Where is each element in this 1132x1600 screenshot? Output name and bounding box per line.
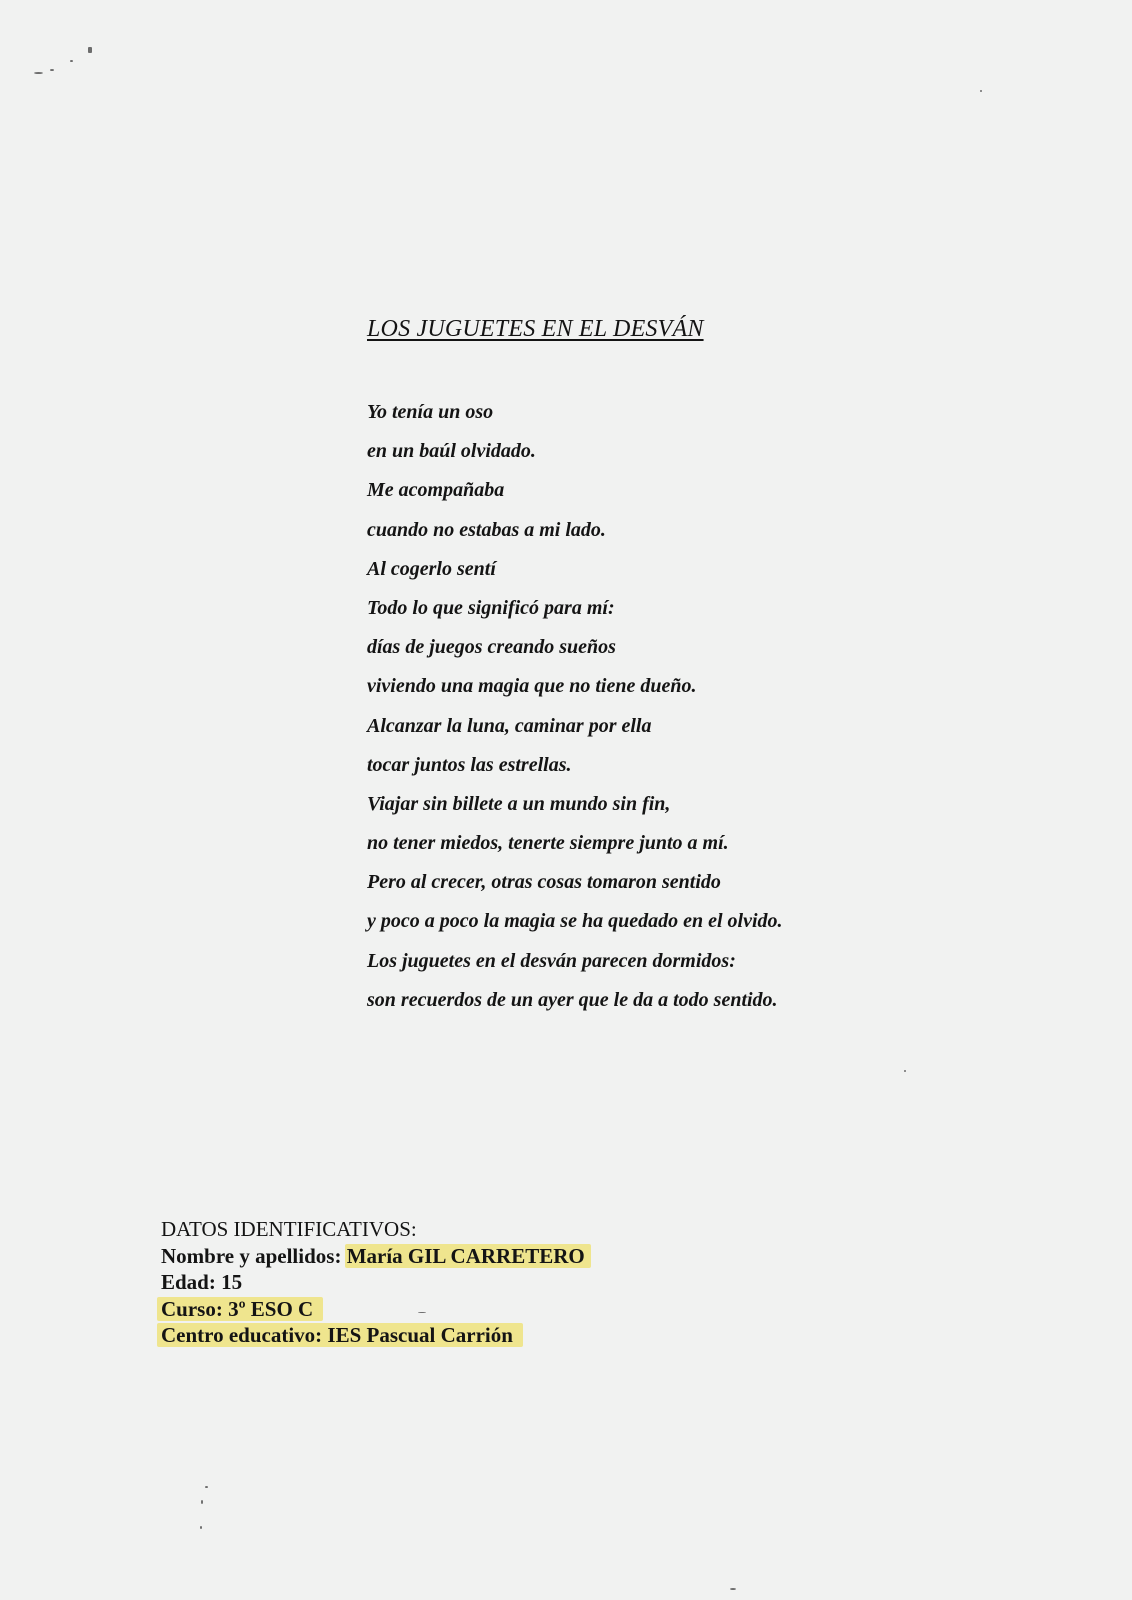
identification-block	[161, 1216, 591, 1349]
scan-mark	[88, 47, 92, 53]
course-highlight	[157, 1297, 323, 1321]
name-row	[161, 1243, 591, 1270]
poem-line: Al cogerlo sentí	[367, 557, 496, 580]
school-label: Centro educativo:	[161, 1323, 323, 1347]
school-highlight	[157, 1323, 523, 1347]
poem-line: Yo tenía un oso	[367, 401, 494, 423]
poem-line: en un baúl olvidado.	[367, 440, 536, 463]
poem-line: Pero al crecer, otras cosas tomaron sentido	[367, 871, 721, 894]
scan-mark	[904, 1070, 906, 1072]
age-value: 15	[221, 1270, 243, 1294]
course-value: 3º ESO C	[228, 1296, 314, 1321]
school-value: IES Pascual Carrión	[327, 1323, 513, 1347]
name-value: María GIL CARRETERO	[345, 1244, 591, 1268]
poem-line: son recuerdos de un ayer que le da a todo sentido.	[367, 988, 778, 1011]
poem-line: Viajar sin billete a un mundo sin fin,	[367, 792, 671, 815]
course-label: Curso:	[161, 1296, 223, 1321]
poem-line: no tener miedos, tenerte siempre junto a mí.	[367, 832, 729, 855]
poem-line: tocar juntos las estrellas.	[367, 753, 572, 776]
scan-mark	[70, 60, 73, 62]
poem-line: días de juegos creando sueños	[367, 636, 616, 659]
course-row	[161, 1296, 591, 1323]
identification-heading: DATOS IDENTIFICATIVOS:	[161, 1217, 417, 1241]
poem-body	[367, 400, 783, 1027]
poem-line: cuando no estabas a mi lado.	[367, 518, 606, 541]
age-row	[161, 1269, 591, 1296]
scan-mark	[201, 1500, 203, 1504]
poem-line: Todo lo que significó para mí:	[367, 596, 615, 619]
poem-title: LOS JUGUETES EN EL DESVÁN	[367, 316, 704, 342]
scan-mark	[730, 1588, 736, 1590]
poem-line: viviendo una magia que no tiene dueño.	[367, 675, 697, 698]
age-label: Edad:	[161, 1270, 216, 1294]
poem-line: Los juguetes en el desván parecen dormidos:	[367, 949, 736, 972]
name-label: Nombre y apellidos:	[161, 1243, 342, 1268]
poem-line: Me acompañaba	[367, 479, 505, 502]
scan-mark	[205, 1486, 208, 1488]
poem-line: Alcanzar la luna, caminar por ella	[367, 714, 652, 737]
scan-mark	[50, 69, 54, 71]
poem-line: y poco a poco la magia se ha quedado en el olvido.	[367, 910, 783, 933]
scan-mark	[200, 1526, 202, 1529]
school-row	[161, 1322, 591, 1349]
scan-mark	[980, 90, 982, 92]
scan-mark	[34, 72, 43, 74]
